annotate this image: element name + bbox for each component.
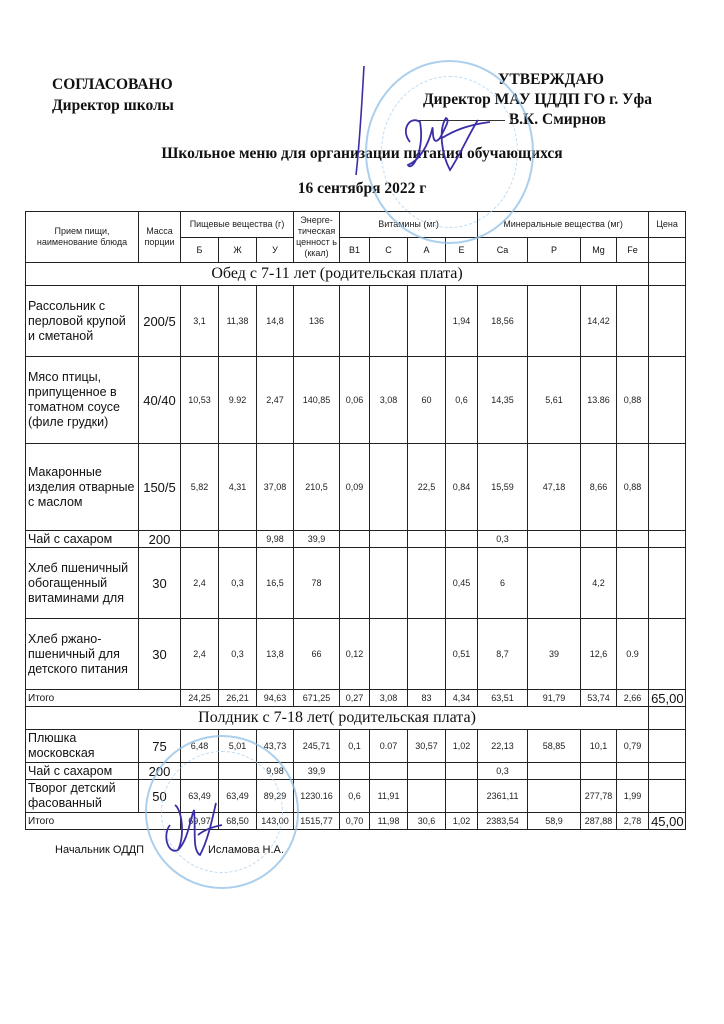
dish-name: Чай с сахаром xyxy=(26,763,139,780)
total-value-cell: 671,25 xyxy=(294,690,340,707)
value-cell: 9,98 xyxy=(257,531,294,548)
price-cell xyxy=(649,357,686,444)
total-value-cell: 58,9 xyxy=(528,813,581,830)
agreed-position: Директор школы xyxy=(52,97,174,114)
value-cell: 39 xyxy=(528,619,581,690)
value-cell: 0,3 xyxy=(219,548,257,619)
value-cell: 18,56 xyxy=(478,286,528,357)
header-mass: Масса порции xyxy=(139,212,181,263)
value-cell: 0,06 xyxy=(340,357,370,444)
signature-line xyxy=(417,120,505,121)
total-value-cell: 63,51 xyxy=(478,690,528,707)
value-cell xyxy=(617,531,649,548)
table-row xyxy=(26,763,686,780)
value-cell xyxy=(408,531,446,548)
subheader-fe: Fe xyxy=(617,238,649,263)
price-cell xyxy=(649,548,686,619)
value-cell: 11,38 xyxy=(219,286,257,357)
value-cell: 0,6 xyxy=(340,780,370,813)
table-row xyxy=(26,730,686,763)
document-title: Школьное меню для организации питания обучающихся xyxy=(161,145,563,162)
header-nutrients: Пищевые вещества (г) xyxy=(181,212,294,238)
subheader-b1: B1 xyxy=(340,238,370,263)
value-cell xyxy=(528,548,581,619)
value-cell: 22,5 xyxy=(408,444,446,531)
total-value-cell: 143,00 xyxy=(257,813,294,830)
value-cell: 9,98 xyxy=(257,763,294,780)
value-cell: 0,3 xyxy=(219,619,257,690)
subheader-carbs: У xyxy=(257,238,294,263)
value-cell xyxy=(408,548,446,619)
value-cell: 5,82 xyxy=(181,444,219,531)
approved-name: В.К. Смирнов xyxy=(508,111,606,128)
value-cell: 0,3 xyxy=(478,531,528,548)
value-cell xyxy=(370,763,408,780)
value-cell xyxy=(528,763,581,780)
value-cell: 30,57 xyxy=(408,730,446,763)
value-cell: 0.9 xyxy=(617,619,649,690)
value-cell: 6 xyxy=(478,548,528,619)
section-price-empty xyxy=(649,707,686,730)
value-cell: 39,9 xyxy=(294,531,340,548)
value-cell: 63,49 xyxy=(181,780,219,813)
total-label: Итого xyxy=(26,690,181,707)
value-cell xyxy=(340,531,370,548)
value-cell xyxy=(617,286,649,357)
price-cell xyxy=(649,763,686,780)
dish-name: Чай с сахаром xyxy=(26,531,139,548)
dish-name: Хлеб пшеничный обогащенный витаминами для xyxy=(26,548,139,619)
value-cell: 2,4 xyxy=(181,619,219,690)
dish-mass: 30 xyxy=(139,548,181,619)
total-row xyxy=(26,813,686,830)
total-value-cell: 11,98 xyxy=(370,813,408,830)
value-cell: 0,09 xyxy=(340,444,370,531)
value-cell: 0,45 xyxy=(446,548,478,619)
value-cell xyxy=(181,531,219,548)
total-value-cell: 0,70 xyxy=(340,813,370,830)
value-cell: 89,29 xyxy=(257,780,294,813)
header-price: Цена xyxy=(649,212,686,238)
value-cell xyxy=(528,286,581,357)
dish-mass: 150/5 xyxy=(139,444,181,531)
value-cell: 60 xyxy=(408,357,446,444)
value-cell: 43,73 xyxy=(257,730,294,763)
section-row xyxy=(26,263,686,286)
value-cell xyxy=(219,531,257,548)
value-cell: 37,08 xyxy=(257,444,294,531)
total-value-cell: 24,25 xyxy=(181,690,219,707)
price-cell xyxy=(649,619,686,690)
value-cell xyxy=(340,548,370,619)
footer-position: Начальник ОДДП xyxy=(55,844,145,856)
total-label: Итого xyxy=(26,813,181,830)
total-value-cell: 94,63 xyxy=(257,690,294,707)
dish-mass: 50 xyxy=(139,780,181,813)
value-cell xyxy=(408,286,446,357)
value-cell: 0,6 xyxy=(446,357,478,444)
value-cell: 63,49 xyxy=(219,780,257,813)
total-value-cell: 3,08 xyxy=(370,690,408,707)
value-cell xyxy=(446,763,478,780)
value-cell: 47,18 xyxy=(528,444,581,531)
price-cell xyxy=(649,780,686,813)
value-cell: 39,9 xyxy=(294,763,340,780)
table-row xyxy=(26,444,686,531)
value-cell: 12,6 xyxy=(581,619,617,690)
value-cell: 0.07 xyxy=(370,730,408,763)
section-price-empty xyxy=(649,263,686,286)
value-cell: 2361,11 xyxy=(478,780,528,813)
agreed-block xyxy=(52,74,174,116)
value-cell xyxy=(581,763,617,780)
value-cell: 245,71 xyxy=(294,730,340,763)
total-price: 65,00 xyxy=(649,690,686,707)
value-cell: 22,13 xyxy=(478,730,528,763)
value-cell xyxy=(370,286,408,357)
subheader-ca: Ca xyxy=(478,238,528,263)
value-cell: 5,61 xyxy=(528,357,581,444)
total-value-cell: 2,78 xyxy=(617,813,649,830)
total-price: 45,00 xyxy=(649,813,686,830)
value-cell xyxy=(617,548,649,619)
value-cell xyxy=(370,531,408,548)
value-cell: 5,01 xyxy=(219,730,257,763)
value-cell: 14,42 xyxy=(581,286,617,357)
price-cell xyxy=(649,531,686,548)
subheader-protein: Б xyxy=(181,238,219,263)
subheader-e: E xyxy=(446,238,478,263)
total-value-cell: 53,74 xyxy=(581,690,617,707)
value-cell: 1,99 xyxy=(617,780,649,813)
price-cell xyxy=(649,444,686,531)
value-cell xyxy=(408,763,446,780)
value-cell: 136 xyxy=(294,286,340,357)
value-cell xyxy=(617,763,649,780)
value-cell: 14,8 xyxy=(257,286,294,357)
dish-mass: 30 xyxy=(139,619,181,690)
dish-mass: 200 xyxy=(139,531,181,548)
dish-name: Мясо птицы, припущенное в томатном соусе (филе грудки) xyxy=(26,357,139,444)
table-row xyxy=(26,357,686,444)
value-cell: 0,88 xyxy=(617,444,649,531)
total-value-cell: 2,66 xyxy=(617,690,649,707)
value-cell: 8,7 xyxy=(478,619,528,690)
value-cell: 3,08 xyxy=(370,357,408,444)
menu-body xyxy=(26,263,686,830)
value-cell: 13.86 xyxy=(581,357,617,444)
value-cell xyxy=(446,531,478,548)
total-value-cell: 68,50 xyxy=(219,813,257,830)
dish-name: Творог детский фасованный xyxy=(26,780,139,813)
value-cell: 4,31 xyxy=(219,444,257,531)
value-cell: 3,1 xyxy=(181,286,219,357)
total-value-cell: 287,88 xyxy=(581,813,617,830)
value-cell xyxy=(370,548,408,619)
value-cell: 11,91 xyxy=(370,780,408,813)
header-meal: Прием пищи, наименование блюда xyxy=(26,212,139,263)
value-cell xyxy=(528,531,581,548)
value-cell: 10,53 xyxy=(181,357,219,444)
dish-name: Хлеб ржано-пшеничный для детского питания xyxy=(26,619,139,690)
value-cell: 6,48 xyxy=(181,730,219,763)
dish-mass: 200/5 xyxy=(139,286,181,357)
subheader-fat: Ж xyxy=(219,238,257,263)
value-cell: 58,85 xyxy=(528,730,581,763)
value-cell: 4,2 xyxy=(581,548,617,619)
value-cell: 10,1 xyxy=(581,730,617,763)
table-row xyxy=(26,619,686,690)
subheader-mg: Mg xyxy=(581,238,617,263)
value-cell: 15,59 xyxy=(478,444,528,531)
value-cell: 1230.16 xyxy=(294,780,340,813)
value-cell: 0,3 xyxy=(478,763,528,780)
total-value-cell: 26,21 xyxy=(219,690,257,707)
approved-block xyxy=(372,70,652,130)
value-cell: 2,47 xyxy=(257,357,294,444)
value-cell xyxy=(340,763,370,780)
value-cell: 8,66 xyxy=(581,444,617,531)
value-cell: 0,12 xyxy=(340,619,370,690)
dish-name: Макаронные изделия отварные с маслом xyxy=(26,444,139,531)
value-cell: 1,94 xyxy=(446,286,478,357)
value-cell: 0,88 xyxy=(617,357,649,444)
value-cell: 16,5 xyxy=(257,548,294,619)
total-value-cell: 30,6 xyxy=(408,813,446,830)
header-energy: Энерге-тическая ценност ь (ккал) xyxy=(294,212,340,263)
dish-name: Рассольник с перловой крупой и сметаной xyxy=(26,286,139,357)
subheader-price-empty xyxy=(649,238,686,263)
total-value-cell: 91,79 xyxy=(528,690,581,707)
total-value-cell: 2383,54 xyxy=(478,813,528,830)
subheader-p: P xyxy=(528,238,581,263)
value-cell xyxy=(446,780,478,813)
value-cell: 13,8 xyxy=(257,619,294,690)
value-cell: 78 xyxy=(294,548,340,619)
table-row xyxy=(26,780,686,813)
value-cell: 2,4 xyxy=(181,548,219,619)
value-cell: 0,51 xyxy=(446,619,478,690)
value-cell: 9.92 xyxy=(219,357,257,444)
value-cell xyxy=(408,619,446,690)
section-title: Полдник с 7-18 лет( родительская плата) xyxy=(26,707,649,730)
menu-table xyxy=(25,211,686,830)
value-cell: 1,02 xyxy=(446,730,478,763)
price-cell xyxy=(649,730,686,763)
value-cell xyxy=(528,780,581,813)
agreed-title: СОГЛАСОВАНО xyxy=(52,76,173,93)
value-cell: 0,79 xyxy=(617,730,649,763)
value-cell: 14,35 xyxy=(478,357,528,444)
document-date: 16 сентября 2022 г xyxy=(297,180,427,197)
value-cell: 277,78 xyxy=(581,780,617,813)
value-cell xyxy=(370,619,408,690)
total-row xyxy=(26,690,686,707)
total-value-cell: 1515,77 xyxy=(294,813,340,830)
approved-position: Директор МАУ ЦДДП ГО г. Уфа xyxy=(422,91,652,108)
section-row xyxy=(26,707,686,730)
dish-mass: 40/40 xyxy=(139,357,181,444)
table-row xyxy=(26,286,686,357)
subheader-c: C xyxy=(370,238,408,263)
approved-title: УТВЕРЖДАЮ xyxy=(498,71,604,88)
subheader-a: A xyxy=(408,238,446,263)
value-cell: 0,1 xyxy=(340,730,370,763)
value-cell: 210,5 xyxy=(294,444,340,531)
value-cell xyxy=(581,531,617,548)
value-cell xyxy=(219,763,257,780)
header-vitamins: Витамины (мг) xyxy=(340,212,478,238)
dish-name: Плюшка московская xyxy=(26,730,139,763)
value-cell xyxy=(408,780,446,813)
price-cell xyxy=(649,286,686,357)
value-cell xyxy=(370,444,408,531)
total-value-cell: 69,97 xyxy=(181,813,219,830)
value-cell xyxy=(340,286,370,357)
total-value-cell: 0,27 xyxy=(340,690,370,707)
value-cell: 140,85 xyxy=(294,357,340,444)
section-title: Обед с 7-11 лет (родительская плата) xyxy=(26,263,649,286)
dish-mass: 200 xyxy=(139,763,181,780)
total-value-cell: 83 xyxy=(408,690,446,707)
total-value-cell: 1,02 xyxy=(446,813,478,830)
total-value-cell: 4,34 xyxy=(446,690,478,707)
footer-name: Исламова Н.А. xyxy=(208,844,284,856)
value-cell: 0,84 xyxy=(446,444,478,531)
value-cell: 66 xyxy=(294,619,340,690)
table-row xyxy=(26,548,686,619)
dish-mass: 75 xyxy=(139,730,181,763)
table-row xyxy=(26,531,686,548)
header-minerals: Минеральные вещества (мг) xyxy=(478,212,649,238)
value-cell xyxy=(181,763,219,780)
